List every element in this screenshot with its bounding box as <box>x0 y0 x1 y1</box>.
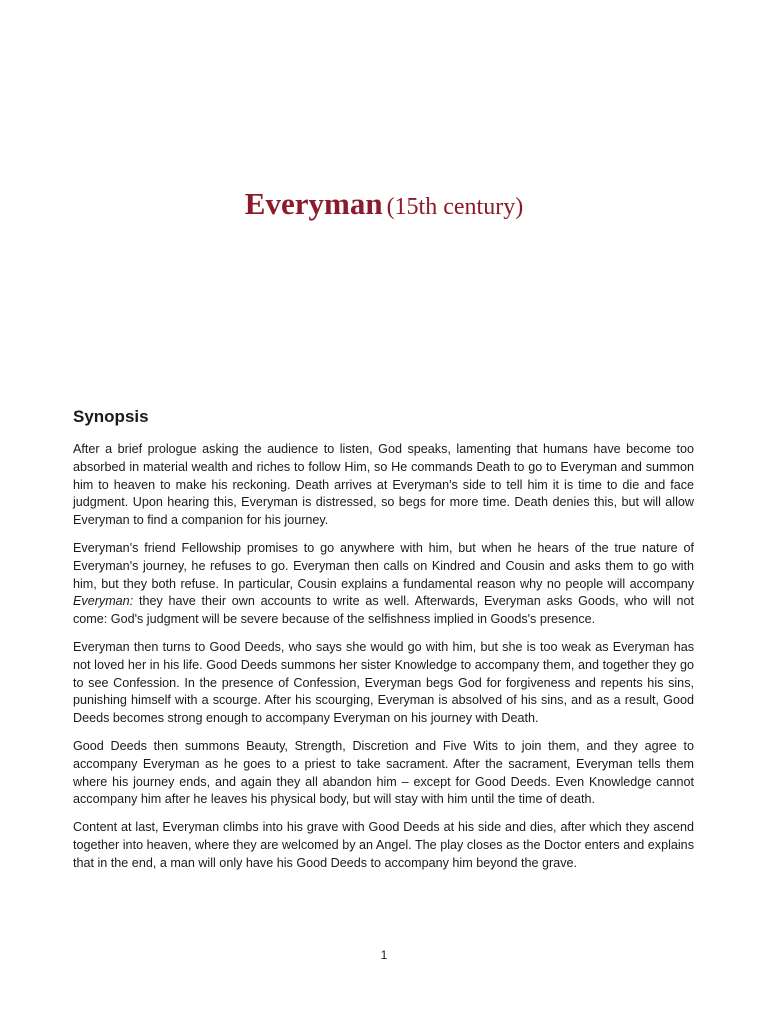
paragraph-2-text-before: Everyman's friend Fellowship promises to go anywhere with him, but when he hears of the true nature of Everyman's journey, he refuses to go. Everyman then calls on Kindred and Cousin and asks them to go with him, but they both refuse. In particular, Cousin explains a fundamental reason why no people will accompany <box>73 540 694 591</box>
section-heading: Synopsis <box>73 407 149 426</box>
paragraph-2-text-after: they have their own accounts to write as well. Afterwards, Everyman asks Goods, who will not come: God's judgment will be severe because of the selfishness implied in Goods's presence. <box>73 594 694 627</box>
paragraph-4: Good Deeds then summons Beauty, Strength, Discretion and Five Wits to join them, and they agree to accompany Everyman as he goes to a priest to take sacrament. After the sacrament, Everyman tells them where his journey ends, and again they all abandon him – except for Good Deeds. Even Knowledge cannot accompany him after he leaves his physical body, but will stay with him until the time of death. <box>73 738 694 807</box>
page-number: 1 <box>380 948 388 962</box>
paragraph-1: After a brief prologue asking the audience to listen, God speaks, lamenting that humans have become too absorbed in material wealth and riches to follow Him, so He commands Death to go to Everyman and summon him to heaven to make his reckoning. Death arrives at Everyman's side to tell him it is time to die and face judgment. Upon hearing this, Everyman is distressed, so begs for more time. Death denies this, but will allow Everyman to find a companion for his journey. <box>73 442 694 528</box>
paragraph-3: Everyman then turns to Good Deeds, who says she would go with him, but she is too weak as Everyman has not loved her in his life. Good Deeds summons her sister Knowledge to accompany them, and together they go to see Confession. In the presence of Confession, Everyman begs God for forgiveness and repents his sins, punishing himself with a scourge. After his scourging, Everyman is absolved of his sins, and as a result, Good Deeds becomes strong enough to accompany Everyman on his journey with Death. <box>73 639 694 726</box>
document-title <box>0 186 768 222</box>
paragraph-2-emphasis: Everyman: <box>73 594 134 609</box>
paragraph-5: Content at last, Everyman climbs into his grave with Good Deeds at his side and dies, after which they ascend together into heaven, where they are welcomed by an Angel. The play closes as the Doctor enters and explains that in the end, a man will only have his Good Deeds to accompany him beyond the grave. <box>73 820 694 870</box>
title-subtitle: (15th century) <box>386 194 524 220</box>
document-body <box>73 404 694 883</box>
title-main: Everyman <box>244 186 383 221</box>
paragraph-2 <box>73 540 694 629</box>
